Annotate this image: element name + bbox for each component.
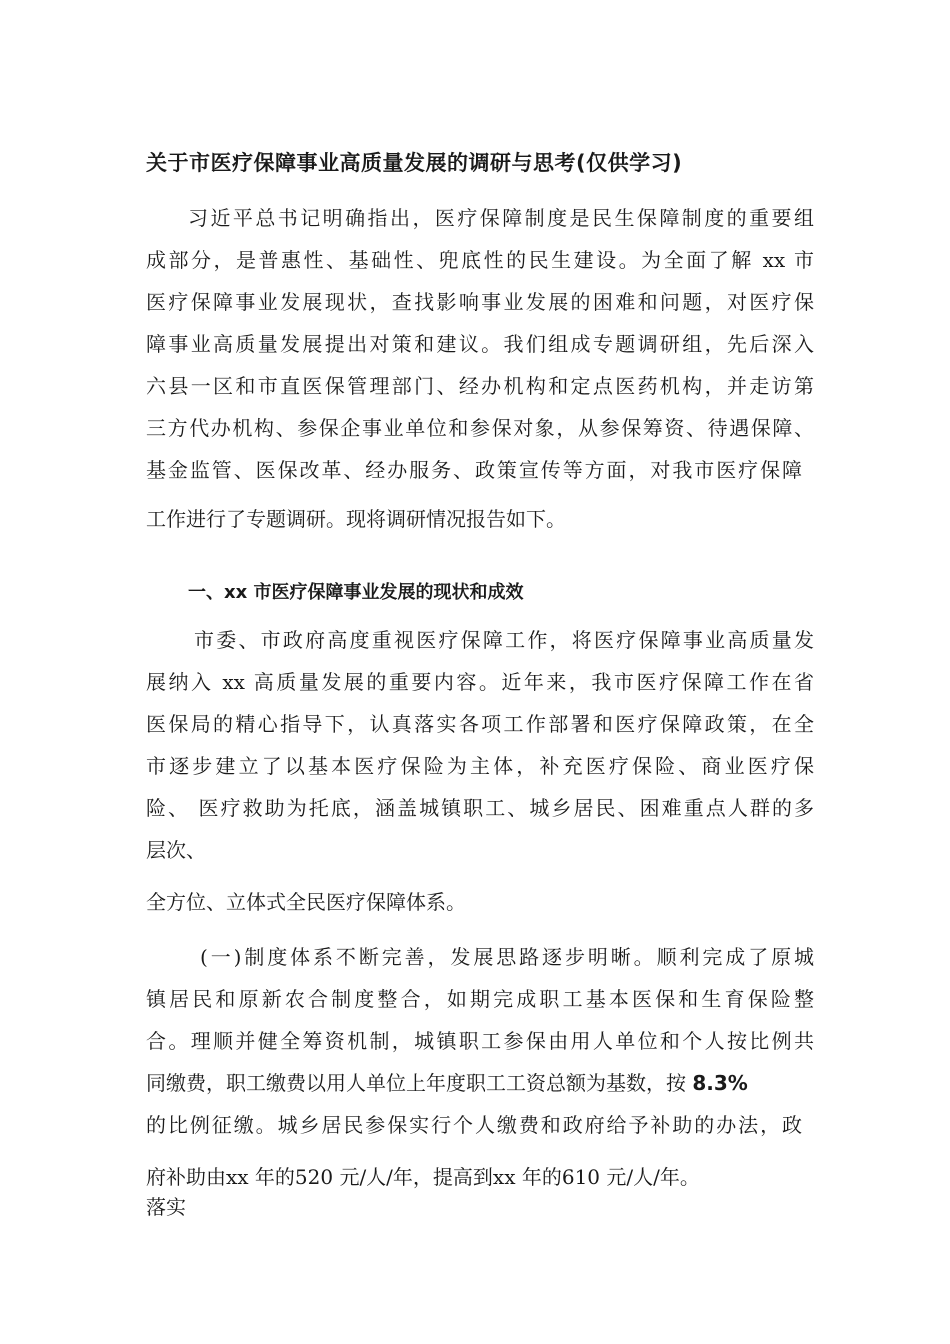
document-title: 关于市医疗保障事业高质量发展的调研与思考(仅供学习) xyxy=(146,151,683,175)
intro-line: 成部分，是普惠性、基础性、兜底性的民生建设。为全面了解 xx 市 xyxy=(146,248,814,272)
subsection-line xyxy=(146,1068,814,1098)
intro-line: 医疗保障事业发展现状，查找影响事业发展的困难和问题，对医疗保 xyxy=(146,290,814,314)
subsection-line: 落实 xyxy=(146,1195,186,1219)
section-line: 展纳入 xx 高质量发展的重要内容。近年来，我市医疗保障工作在省 xyxy=(146,670,814,694)
contribution-rate: 8.3% xyxy=(692,1071,748,1095)
subsection-line: (一)制度体系不断完善，发展思路逐步明晰。顺利完成了原城 xyxy=(200,945,814,969)
section-line: 市委、市政府高度重视医疗保障工作，将医疗保障事业高质量发 xyxy=(194,628,814,652)
section-line: 市逐步建立了以基本医疗保险为主体，补充医疗保险、商业医疗保 xyxy=(146,754,814,778)
subsection-line: 的比例征缴。城乡居民参保实行个人缴费和政府给予补助的办法，政 xyxy=(146,1113,802,1137)
section-line: 层次、 xyxy=(146,838,206,862)
subsection-line: 府补助由xx 年的520 元/人/年，提高到xx 年的610 元/人/年。 xyxy=(146,1165,700,1189)
intro-line: 障事业高质量发展提出对策和建议。我们组成专题调研组，先后深入 xyxy=(146,332,814,356)
intro-line: 工作进行了专题调研。现将调研情况报告如下。 xyxy=(146,507,566,531)
section-heading: 一、xx 市医疗保障事业发展的现状和成效 xyxy=(188,582,524,603)
intro-line: 基金监管、医保改革、经办服务、政策宣传等方面，对我市医疗保障 xyxy=(146,458,802,482)
subsection-line-text: 同缴费，职工缴费以用人单位上年度职工工资总额为基数，按 xyxy=(146,1071,693,1095)
intro-line: 六县一区和市直医保管理部门、经办机构和定点医药机构，并走访第 xyxy=(146,374,814,398)
intro-line: 习近平总书记明确指出，医疗保障制度是民生保障制度的重要组 xyxy=(188,206,814,230)
subsection-line: 合。理顺并健全筹资机制，城镇职工参保由用人单位和个人按比例共 xyxy=(146,1029,814,1053)
section-line: 医保局的精心指导下，认真落实各项工作部署和医疗保障政策，在全 xyxy=(146,712,814,736)
section-line: 险、 医疗救助为托底，涵盖城镇职工、城乡居民、困难重点人群的多 xyxy=(146,796,814,820)
subsection-line: 镇居民和原新农合制度整合，如期完成职工基本医保和生育保险整 xyxy=(146,987,814,1011)
section-line: 全方位、立体式全民医疗保障体系。 xyxy=(146,890,466,914)
intro-line: 三方代办机构、参保企事业单位和参保对象，从参保筹资、待遇保障、 xyxy=(146,416,814,440)
